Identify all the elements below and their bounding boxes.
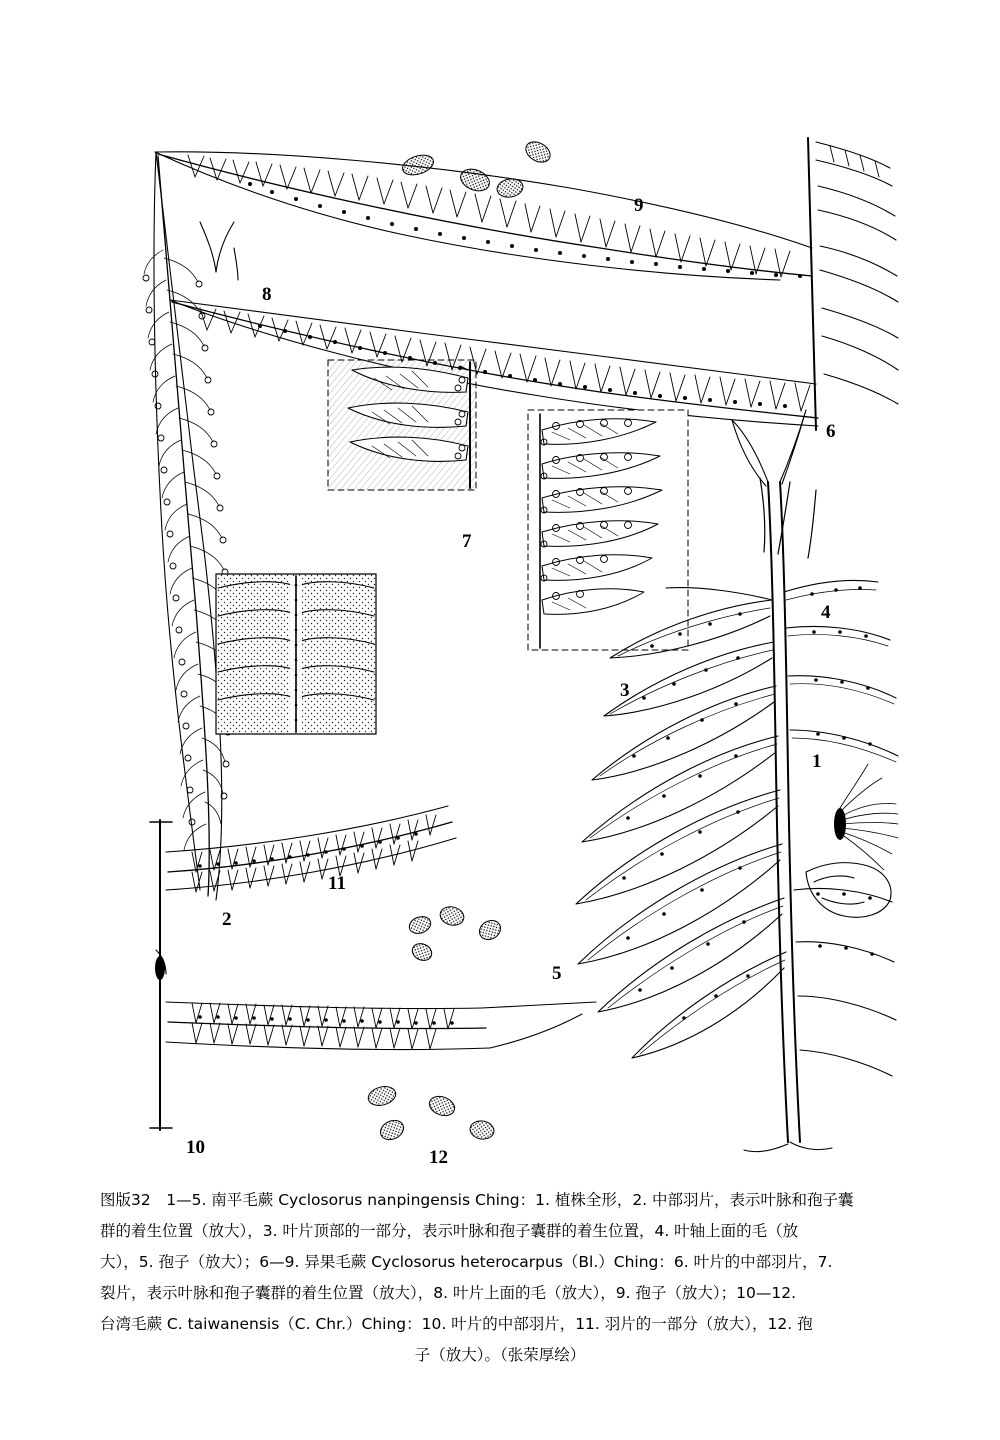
figure-label-9: 9 — [634, 195, 644, 216]
figure-10-pinnae — [150, 806, 596, 1130]
figure-label-3: 3 — [620, 680, 630, 701]
figure-9-spores — [400, 138, 554, 199]
illustration-svg — [100, 130, 900, 1160]
figure-label-8: 8 — [262, 284, 272, 305]
figure-3-fragment — [528, 410, 688, 650]
figure-8-hairs — [200, 222, 238, 280]
figure-5-spores — [407, 904, 504, 963]
figure-label-4: 4 — [821, 602, 831, 623]
figure-label-6: 6 — [826, 421, 836, 442]
plate-caption — [100, 1185, 900, 1371]
figure-label-5: 5 — [552, 963, 562, 984]
caption-line-3: 大），5. 孢子（放大）；6—9. 异果毛蕨 Cyclosorus heterocarpus（Bl.）Ching：6. 叶片的中部羽片，7. — [100, 1253, 833, 1271]
figure-11-magnified — [216, 574, 376, 734]
figure-label-2: 2 — [222, 909, 232, 930]
figure-label-7: 7 — [462, 531, 472, 552]
caption-line-5: 台湾毛蕨 C. taiwanensis（C. Chr.）Ching：10. 叶片的中部羽片，11. 羽片的一部分（放大），12. 孢 — [100, 1315, 813, 1333]
botanical-illustration — [100, 130, 900, 1168]
figure-2-pinna — [143, 152, 232, 900]
figure-label-11: 11 — [328, 873, 346, 894]
caption-line-2: 群的着生位置（放大），3. 叶片顶部的一部分，表示叶脉和孢子囊群的着生位置，4. 叶轴上面的毛（放 — [100, 1222, 799, 1240]
caption-line-6: 子（放大）。（张荣厚绘） — [414, 1346, 586, 1364]
figure-label-12: 12 — [429, 1147, 448, 1168]
caption-line-4: 裂片，表示叶脉和孢子囊群的着生位置（放大），8. 叶片上面的毛（放大），9. 孢子（放大）；10—12. — [100, 1284, 797, 1302]
figure-12-spores — [366, 1084, 495, 1144]
figure-7-segment — [328, 360, 476, 490]
caption-line-1: 图版32 1—5. 南平毛蕨 Cyclosorus nanpingensis Ching：1. 植株全形，2. 中部羽片，表示叶脉和孢子囊 — [100, 1191, 854, 1209]
figure-label-10: 10 — [186, 1137, 205, 1158]
figure-label-1: 1 — [812, 751, 822, 772]
